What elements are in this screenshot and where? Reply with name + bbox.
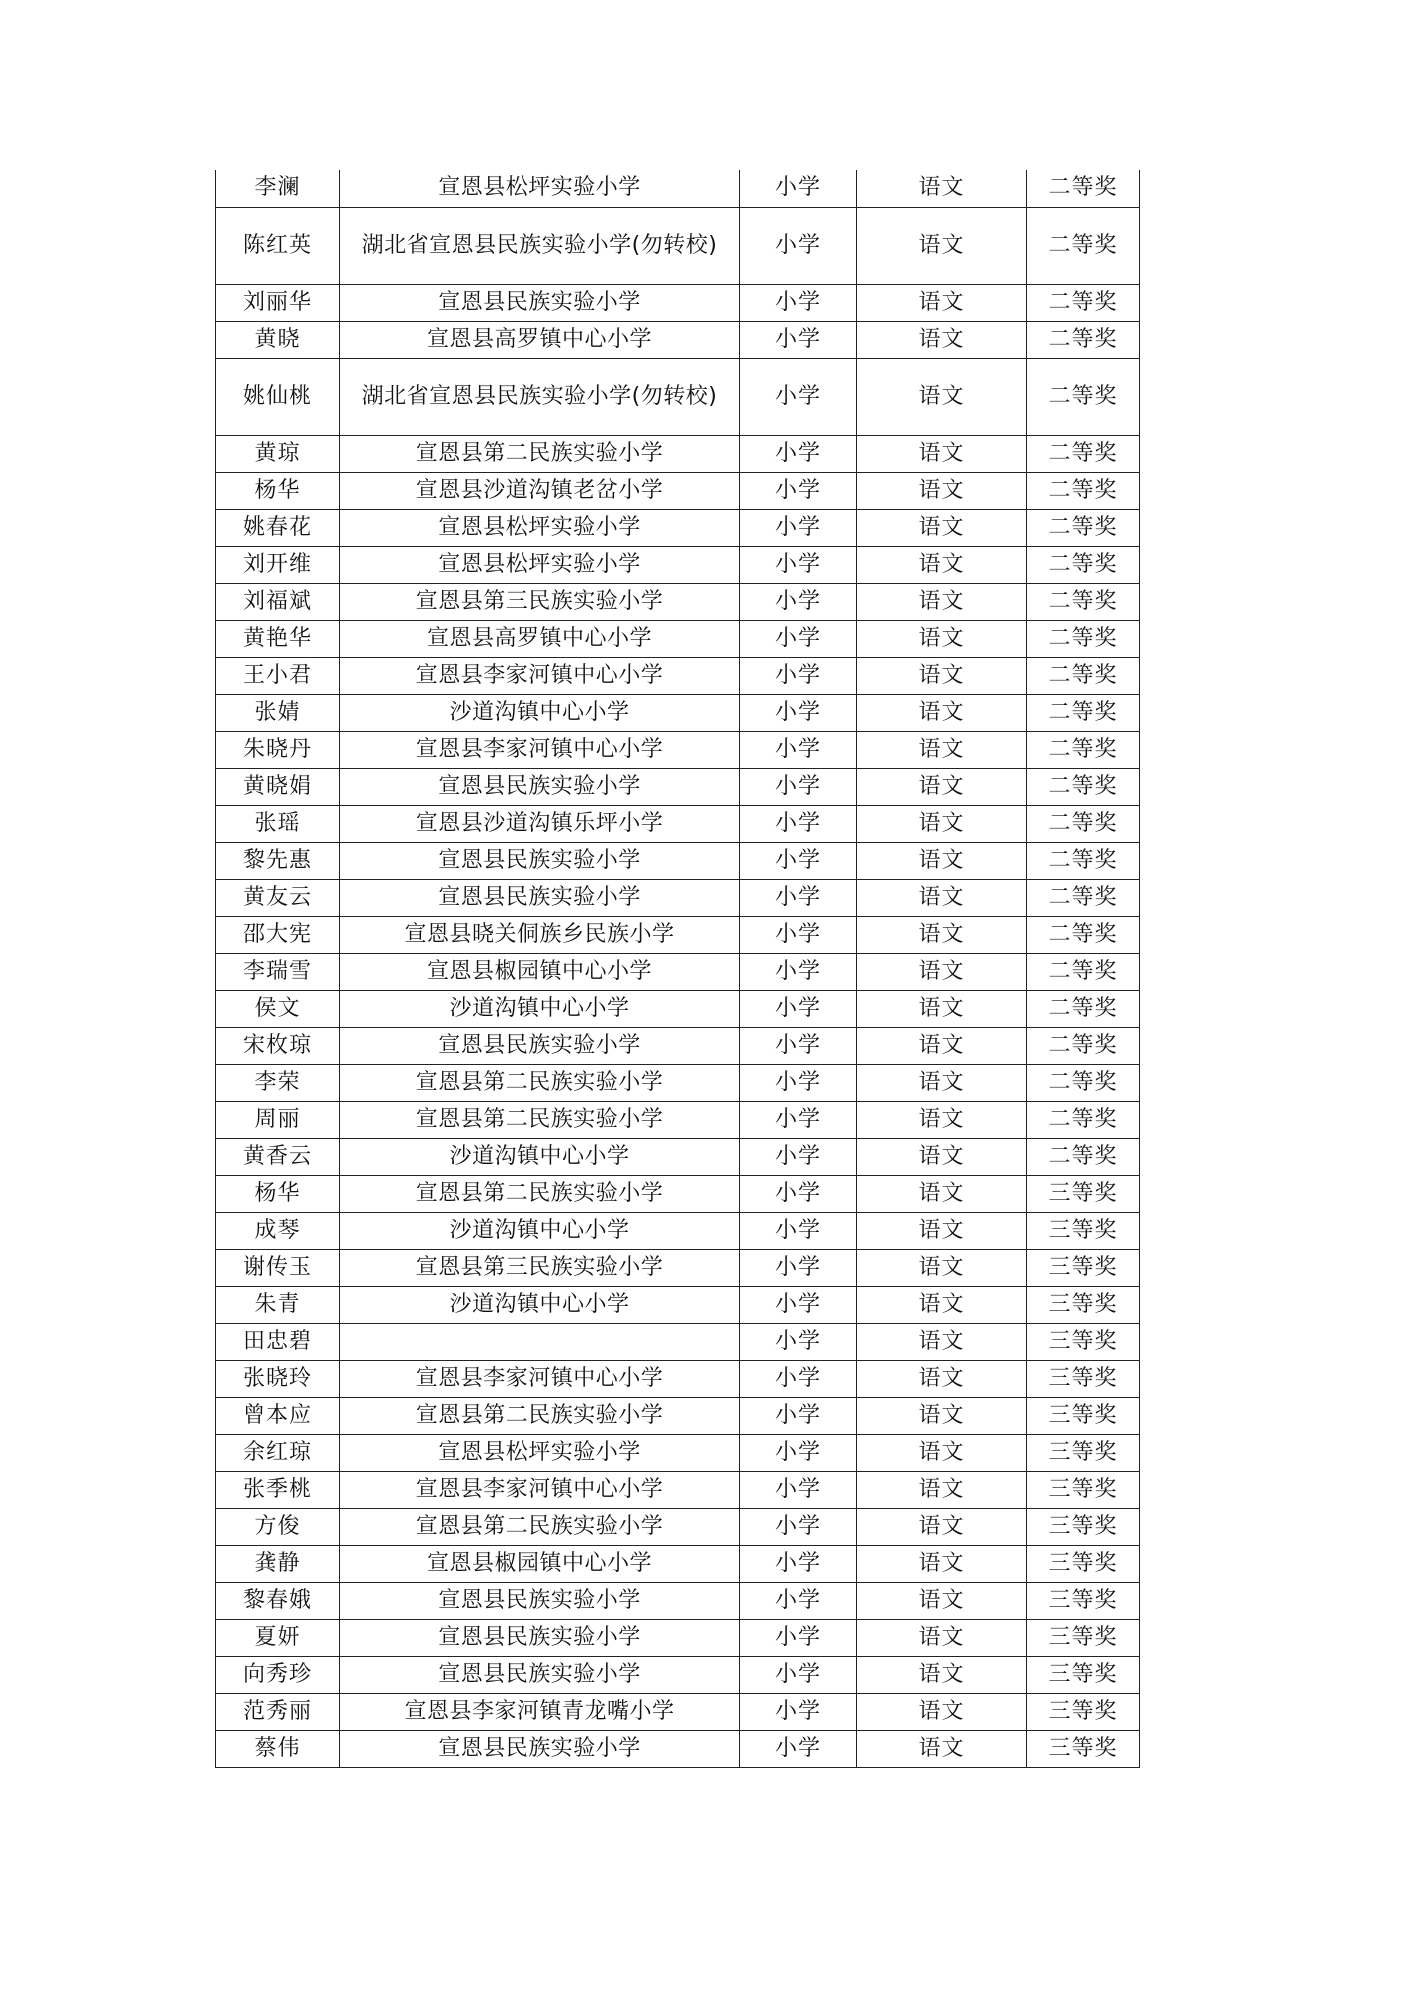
name-cell: 朱晓丹: [216, 731, 340, 768]
name-cell: 黄艳华: [216, 620, 340, 657]
subject-cell: 语文: [857, 1619, 1027, 1656]
level-cell: 小学: [740, 583, 857, 620]
name-cell: 黄友云: [216, 879, 340, 916]
school-cell: 宣恩县第二民族实验小学: [340, 435, 740, 472]
award-cell: 二等奖: [1027, 805, 1140, 842]
name-cell: 刘福斌: [216, 583, 340, 620]
subject-cell: 语文: [857, 1730, 1027, 1767]
table-row: [216, 1693, 1140, 1730]
subject-cell: 语文: [857, 284, 1027, 321]
school-cell: 宣恩县沙道沟镇乐坪小学: [340, 805, 740, 842]
level-cell: 小学: [740, 1323, 857, 1360]
level-cell: 小学: [740, 284, 857, 321]
school-cell: 宣恩县松坪实验小学: [340, 170, 740, 207]
table-row: [216, 207, 1140, 284]
table-row: [216, 1619, 1140, 1656]
school-cell: 宣恩县李家河镇中心小学: [340, 731, 740, 768]
table-row: [216, 358, 1140, 435]
table-row: [216, 1397, 1140, 1434]
subject-cell: 语文: [857, 435, 1027, 472]
award-cell: 三等奖: [1027, 1582, 1140, 1619]
award-cell: 二等奖: [1027, 1138, 1140, 1175]
school-cell: [340, 1323, 740, 1360]
school-cell: 宣恩县第二民族实验小学: [340, 1175, 740, 1212]
name-cell: 李荣: [216, 1064, 340, 1101]
award-cell: 二等奖: [1027, 207, 1140, 284]
award-cell: 三等奖: [1027, 1693, 1140, 1730]
award-cell: 二等奖: [1027, 620, 1140, 657]
name-cell: 龚静: [216, 1545, 340, 1582]
level-cell: 小学: [740, 916, 857, 953]
table-row: [216, 509, 1140, 546]
award-cell: 二等奖: [1027, 953, 1140, 990]
table-row: [216, 1064, 1140, 1101]
school-cell: 宣恩县第二民族实验小学: [340, 1397, 740, 1434]
school-cell: 宣恩县民族实验小学: [340, 1027, 740, 1064]
name-cell: 杨华: [216, 1175, 340, 1212]
level-cell: 小学: [740, 1138, 857, 1175]
subject-cell: 语文: [857, 1434, 1027, 1471]
name-cell: 张瑶: [216, 805, 340, 842]
school-cell: 宣恩县李家河镇中心小学: [340, 657, 740, 694]
school-cell: 湖北省宣恩县民族实验小学(勿转校): [340, 358, 740, 435]
table-row: [216, 1582, 1140, 1619]
table-row: [216, 1249, 1140, 1286]
school-cell: 沙道沟镇中心小学: [340, 694, 740, 731]
subject-cell: 语文: [857, 1175, 1027, 1212]
school-cell: 沙道沟镇中心小学: [340, 1212, 740, 1249]
subject-cell: 语文: [857, 1286, 1027, 1323]
subject-cell: 语文: [857, 1101, 1027, 1138]
subject-cell: 语文: [857, 1212, 1027, 1249]
level-cell: 小学: [740, 1582, 857, 1619]
level-cell: 小学: [740, 694, 857, 731]
name-cell: 田忠碧: [216, 1323, 340, 1360]
level-cell: 小学: [740, 1471, 857, 1508]
name-cell: 宋枚琼: [216, 1027, 340, 1064]
subject-cell: 语文: [857, 990, 1027, 1027]
level-cell: 小学: [740, 1397, 857, 1434]
level-cell: 小学: [740, 1064, 857, 1101]
award-cell: 三等奖: [1027, 1323, 1140, 1360]
award-cell: 二等奖: [1027, 435, 1140, 472]
school-cell: 宣恩县高罗镇中心小学: [340, 321, 740, 358]
award-cell: 三等奖: [1027, 1545, 1140, 1582]
table-row: [216, 1545, 1140, 1582]
table-row: [216, 583, 1140, 620]
award-cell: 三等奖: [1027, 1286, 1140, 1323]
level-cell: 小学: [740, 1286, 857, 1323]
subject-cell: 语文: [857, 768, 1027, 805]
subject-cell: 语文: [857, 657, 1027, 694]
award-cell: 二等奖: [1027, 694, 1140, 731]
award-cell: 三等奖: [1027, 1471, 1140, 1508]
subject-cell: 语文: [857, 1064, 1027, 1101]
school-cell: 宣恩县第三民族实验小学: [340, 1249, 740, 1286]
award-cell: 二等奖: [1027, 472, 1140, 509]
table-row: [216, 916, 1140, 953]
school-cell: 宣恩县沙道沟镇老岔小学: [340, 472, 740, 509]
name-cell: 蔡伟: [216, 1730, 340, 1767]
level-cell: 小学: [740, 321, 857, 358]
table-row: [216, 435, 1140, 472]
table-row: [216, 953, 1140, 990]
subject-cell: 语文: [857, 1545, 1027, 1582]
subject-cell: 语文: [857, 1360, 1027, 1397]
subject-cell: 语文: [857, 509, 1027, 546]
school-cell: 宣恩县李家河镇中心小学: [340, 1360, 740, 1397]
school-cell: 宣恩县民族实验小学: [340, 1619, 740, 1656]
table-row: [216, 879, 1140, 916]
award-cell: 三等奖: [1027, 1508, 1140, 1545]
table-row: [216, 1027, 1140, 1064]
table-row: [216, 990, 1140, 1027]
award-cell: 二等奖: [1027, 358, 1140, 435]
award-cell: 二等奖: [1027, 170, 1140, 207]
subject-cell: 语文: [857, 207, 1027, 284]
name-cell: 刘开维: [216, 546, 340, 583]
level-cell: 小学: [740, 1656, 857, 1693]
award-cell: 二等奖: [1027, 583, 1140, 620]
subject-cell: 语文: [857, 879, 1027, 916]
name-cell: 姚仙桃: [216, 358, 340, 435]
award-cell: 二等奖: [1027, 1101, 1140, 1138]
level-cell: 小学: [740, 620, 857, 657]
table-row: [216, 1730, 1140, 1767]
school-cell: 宣恩县晓关侗族乡民族小学: [340, 916, 740, 953]
school-cell: 宣恩县民族实验小学: [340, 842, 740, 879]
subject-cell: 语文: [857, 1249, 1027, 1286]
school-cell: 宣恩县民族实验小学: [340, 1582, 740, 1619]
subject-cell: 语文: [857, 1138, 1027, 1175]
table-row: [216, 546, 1140, 583]
school-cell: 宣恩县民族实验小学: [340, 879, 740, 916]
award-cell: 二等奖: [1027, 990, 1140, 1027]
subject-cell: 语文: [857, 546, 1027, 583]
name-cell: 杨华: [216, 472, 340, 509]
level-cell: 小学: [740, 472, 857, 509]
school-cell: 宣恩县第二民族实验小学: [340, 1508, 740, 1545]
level-cell: 小学: [740, 1508, 857, 1545]
table-row: [216, 1101, 1140, 1138]
award-cell: 二等奖: [1027, 768, 1140, 805]
subject-cell: 语文: [857, 472, 1027, 509]
award-cell: 三等奖: [1027, 1730, 1140, 1767]
table-row: [216, 1656, 1140, 1693]
table-row: [216, 472, 1140, 509]
table-row: [216, 1175, 1140, 1212]
table-row: [216, 842, 1140, 879]
award-cell: 二等奖: [1027, 1064, 1140, 1101]
table-row: [216, 170, 1140, 207]
level-cell: 小学: [740, 842, 857, 879]
school-cell: 宣恩县李家河镇中心小学: [340, 1471, 740, 1508]
award-cell: 三等奖: [1027, 1212, 1140, 1249]
school-cell: 宣恩县高罗镇中心小学: [340, 620, 740, 657]
school-cell: 宣恩县松坪实验小学: [340, 509, 740, 546]
subject-cell: 语文: [857, 694, 1027, 731]
subject-cell: 语文: [857, 358, 1027, 435]
subject-cell: 语文: [857, 1397, 1027, 1434]
name-cell: 朱青: [216, 1286, 340, 1323]
school-cell: 沙道沟镇中心小学: [340, 1138, 740, 1175]
level-cell: 小学: [740, 1249, 857, 1286]
school-cell: 宣恩县椒园镇中心小学: [340, 1545, 740, 1582]
name-cell: 刘丽华: [216, 284, 340, 321]
table-row: [216, 1471, 1140, 1508]
award-cell: 三等奖: [1027, 1656, 1140, 1693]
award-cell: 二等奖: [1027, 546, 1140, 583]
subject-cell: 语文: [857, 170, 1027, 207]
level-cell: 小学: [740, 657, 857, 694]
level-cell: 小学: [740, 1434, 857, 1471]
table-row: [216, 1508, 1140, 1545]
level-cell: 小学: [740, 731, 857, 768]
name-cell: 黄香云: [216, 1138, 340, 1175]
level-cell: 小学: [740, 1175, 857, 1212]
awards-table-body: [216, 170, 1140, 1767]
name-cell: 张季桃: [216, 1471, 340, 1508]
table-row: [216, 1434, 1140, 1471]
table-row: [216, 1323, 1140, 1360]
award-cell: 三等奖: [1027, 1360, 1140, 1397]
award-cell: 二等奖: [1027, 842, 1140, 879]
level-cell: 小学: [740, 358, 857, 435]
name-cell: 张晓玲: [216, 1360, 340, 1397]
name-cell: 黄琼: [216, 435, 340, 472]
school-cell: 宣恩县李家河镇青龙嘴小学: [340, 1693, 740, 1730]
name-cell: 黎春娥: [216, 1582, 340, 1619]
level-cell: 小学: [740, 207, 857, 284]
subject-cell: 语文: [857, 1582, 1027, 1619]
name-cell: 黄晓: [216, 321, 340, 358]
school-cell: 宣恩县松坪实验小学: [340, 1434, 740, 1471]
level-cell: 小学: [740, 805, 857, 842]
level-cell: 小学: [740, 170, 857, 207]
subject-cell: 语文: [857, 620, 1027, 657]
table-row: [216, 620, 1140, 657]
award-cell: 三等奖: [1027, 1175, 1140, 1212]
level-cell: 小学: [740, 1693, 857, 1730]
level-cell: 小学: [740, 879, 857, 916]
school-cell: 宣恩县民族实验小学: [340, 1656, 740, 1693]
name-cell: 余红琼: [216, 1434, 340, 1471]
name-cell: 侯文: [216, 990, 340, 1027]
table-row: [216, 731, 1140, 768]
school-cell: 宣恩县第二民族实验小学: [340, 1064, 740, 1101]
award-cell: 二等奖: [1027, 731, 1140, 768]
name-cell: 谢传玉: [216, 1249, 340, 1286]
level-cell: 小学: [740, 509, 857, 546]
award-cell: 二等奖: [1027, 657, 1140, 694]
name-cell: 方俊: [216, 1508, 340, 1545]
subject-cell: 语文: [857, 805, 1027, 842]
level-cell: 小学: [740, 768, 857, 805]
name-cell: 成琴: [216, 1212, 340, 1249]
subject-cell: 语文: [857, 1656, 1027, 1693]
subject-cell: 语文: [857, 1027, 1027, 1064]
school-cell: 宣恩县第二民族实验小学: [340, 1101, 740, 1138]
level-cell: 小学: [740, 1212, 857, 1249]
subject-cell: 语文: [857, 1508, 1027, 1545]
subject-cell: 语文: [857, 321, 1027, 358]
award-cell: 二等奖: [1027, 509, 1140, 546]
name-cell: 黄晓娟: [216, 768, 340, 805]
award-cell: 二等奖: [1027, 321, 1140, 358]
subject-cell: 语文: [857, 583, 1027, 620]
table-row: [216, 1138, 1140, 1175]
subject-cell: 语文: [857, 953, 1027, 990]
subject-cell: 语文: [857, 916, 1027, 953]
award-cell: 三等奖: [1027, 1434, 1140, 1471]
subject-cell: 语文: [857, 731, 1027, 768]
level-cell: 小学: [740, 1360, 857, 1397]
table-row: [216, 1212, 1140, 1249]
name-cell: 黎先惠: [216, 842, 340, 879]
table-row: [216, 321, 1140, 358]
award-cell: 二等奖: [1027, 1027, 1140, 1064]
school-cell: 宣恩县民族实验小学: [340, 1730, 740, 1767]
name-cell: 夏妍: [216, 1619, 340, 1656]
level-cell: 小学: [740, 953, 857, 990]
name-cell: 范秀丽: [216, 1693, 340, 1730]
school-cell: 宣恩县椒园镇中心小学: [340, 953, 740, 990]
level-cell: 小学: [740, 1619, 857, 1656]
name-cell: 邵大宪: [216, 916, 340, 953]
name-cell: 曾本应: [216, 1397, 340, 1434]
name-cell: 李瑞雪: [216, 953, 340, 990]
subject-cell: 语文: [857, 842, 1027, 879]
name-cell: 张婧: [216, 694, 340, 731]
subject-cell: 语文: [857, 1471, 1027, 1508]
table-row: [216, 1286, 1140, 1323]
level-cell: 小学: [740, 435, 857, 472]
school-cell: 宣恩县民族实验小学: [340, 284, 740, 321]
name-cell: 李澜: [216, 170, 340, 207]
name-cell: 王小君: [216, 657, 340, 694]
table-row: [216, 768, 1140, 805]
award-cell: 二等奖: [1027, 879, 1140, 916]
award-cell: 三等奖: [1027, 1619, 1140, 1656]
table-row: [216, 1360, 1140, 1397]
award-cell: 三等奖: [1027, 1249, 1140, 1286]
level-cell: 小学: [740, 1027, 857, 1064]
level-cell: 小学: [740, 1730, 857, 1767]
award-cell: 三等奖: [1027, 1397, 1140, 1434]
name-cell: 周丽: [216, 1101, 340, 1138]
table-row: [216, 657, 1140, 694]
school-cell: 湖北省宣恩县民族实验小学(勿转校): [340, 207, 740, 284]
school-cell: 沙道沟镇中心小学: [340, 990, 740, 1027]
award-cell: 二等奖: [1027, 916, 1140, 953]
school-cell: 宣恩县松坪实验小学: [340, 546, 740, 583]
award-cell: 二等奖: [1027, 284, 1140, 321]
level-cell: 小学: [740, 546, 857, 583]
school-cell: 宣恩县民族实验小学: [340, 768, 740, 805]
school-cell: 宣恩县第三民族实验小学: [340, 583, 740, 620]
subject-cell: 语文: [857, 1693, 1027, 1730]
table-row: [216, 284, 1140, 321]
name-cell: 姚春花: [216, 509, 340, 546]
level-cell: 小学: [740, 990, 857, 1027]
name-cell: 向秀珍: [216, 1656, 340, 1693]
table-row: [216, 694, 1140, 731]
level-cell: 小学: [740, 1545, 857, 1582]
subject-cell: 语文: [857, 1323, 1027, 1360]
name-cell: 陈红英: [216, 207, 340, 284]
school-cell: 沙道沟镇中心小学: [340, 1286, 740, 1323]
awards-table: [215, 170, 1140, 1768]
table-row: [216, 805, 1140, 842]
level-cell: 小学: [740, 1101, 857, 1138]
